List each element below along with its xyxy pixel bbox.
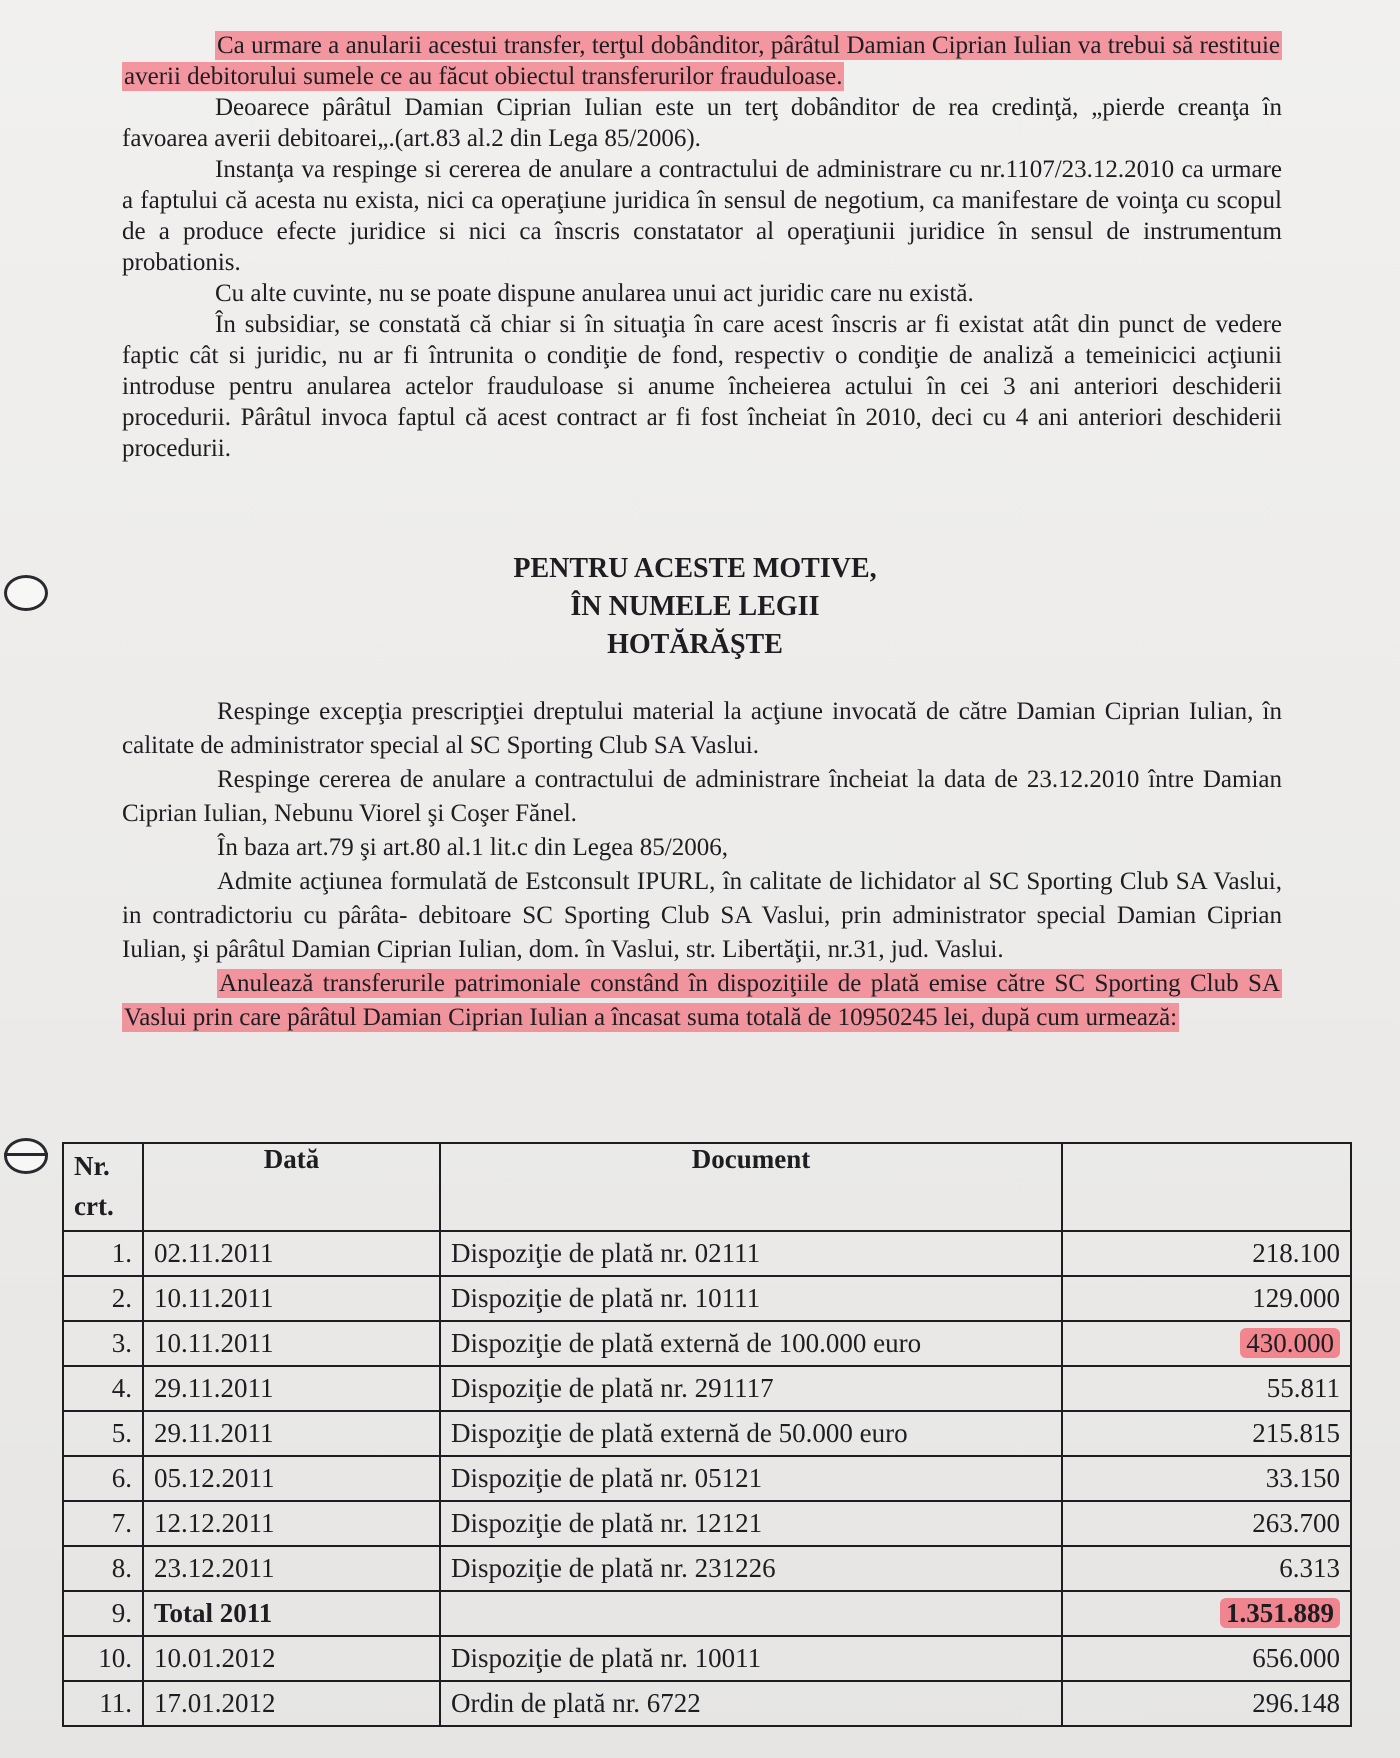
table-row bbox=[63, 1321, 1351, 1366]
table-row bbox=[63, 1231, 1351, 1276]
paragraph: Cu alte cuvinte, nu se poate dispune anularea unui act juridic care nu există. bbox=[215, 280, 974, 307]
row-date: 23.12.2011 bbox=[143, 1546, 440, 1591]
row-number: 4. bbox=[63, 1366, 143, 1411]
row-document: Dispoziţie de plată nr. 10011 bbox=[440, 1636, 1062, 1681]
table-row bbox=[63, 1681, 1351, 1726]
ruling-paragraph: În baza art.79 şi art.80 al.1 lit.c din Legea 85/2006, bbox=[217, 834, 728, 861]
table-row bbox=[63, 1411, 1351, 1456]
table-row bbox=[63, 1456, 1351, 1501]
ruling-paragraph: Respinge cererea de anulare a contractului de administrare încheiat la data de 23.12.2010 între Damian Ciprian Iulian, Nebunu Viorel şi Coşer Fănel. bbox=[122, 766, 1282, 827]
row-sum bbox=[1062, 1321, 1351, 1366]
column-header-date: Dată bbox=[143, 1143, 440, 1231]
row-number: 2. bbox=[63, 1276, 143, 1321]
highlighted-total: 1.351.889 bbox=[1220, 1598, 1340, 1628]
row-sum bbox=[1062, 1591, 1351, 1636]
row-number: 6. bbox=[63, 1456, 143, 1501]
row-date: 17.01.2012 bbox=[143, 1681, 440, 1726]
row-number: 1. bbox=[63, 1231, 143, 1276]
highlighted-text: Ca urmare a anularii acestui transfer, terţul dobânditor, pârâtul Damian Ciprian Iulian va trebui să restituie averii debitorului sumele ce au făcut obiectul transferurilor frauduloase. bbox=[124, 32, 1280, 90]
row-date: 10.11.2011 bbox=[143, 1276, 440, 1321]
table-row bbox=[63, 1546, 1351, 1591]
row-date: 29.11.2011 bbox=[143, 1366, 440, 1411]
punch-hole-icon bbox=[4, 1138, 48, 1174]
paragraph: În subsidiar, se constată că chiar si în situaţia în care acest înscris ar fi existat atât din punct de vedere faptic cât si juridic, nu ar fi întrunita o condiţie de fond, respectiv o condiţie de analiză a temeinicici acţiunii introduse pentru anularea actelor frauduloase si anume încheierea actului în cei 3 ani anteriori deschiderii procedurii. Pârâtul invoca faptul că acest contract ar fi fost încheiat în 2010, deci cu 4 ani anteriori deschiderii procedurii. bbox=[122, 311, 1282, 462]
table-row bbox=[63, 1636, 1351, 1681]
heading-line: ÎN NUMELE LEGII bbox=[570, 591, 820, 622]
row-document: Dispoziţie de plată nr. 291117 bbox=[440, 1366, 1062, 1411]
row-number: 3. bbox=[63, 1321, 143, 1366]
column-header-sum bbox=[1062, 1143, 1351, 1231]
row-document: Dispoziţie de plată nr. 02111 bbox=[440, 1231, 1062, 1276]
punch-hole-icon bbox=[4, 575, 48, 611]
row-sum: 55.811 bbox=[1062, 1366, 1351, 1411]
table-row-total bbox=[63, 1591, 1351, 1636]
ruling-paragraph: Admite acţiunea formulată de Estconsult IPURL, în calitate de lichidator al SC Sporting Club SA Vaslui, in contradictoriu cu pârâta- debitoare SC Sporting Club SA Vaslui, prin administrator special Damian Ciprian Iulian, şi pârâtul Damian Ciprian Iulian, dom. în Vaslui, str. Libertăţii, nr.31, jud. Vaslui. bbox=[122, 868, 1282, 963]
row-number: 7. bbox=[63, 1501, 143, 1546]
reasoning-section bbox=[122, 30, 1282, 464]
row-sum: 263.700 bbox=[1062, 1501, 1351, 1546]
paragraph bbox=[122, 30, 1282, 92]
row-document: Ordin de plată nr. 6722 bbox=[440, 1681, 1062, 1726]
row-sum: 215.815 bbox=[1062, 1411, 1351, 1456]
payments-table bbox=[62, 1142, 1352, 1727]
row-document: Dispoziţie de plată nr. 12121 bbox=[440, 1501, 1062, 1546]
row-number: 11. bbox=[63, 1681, 143, 1726]
ruling-heading bbox=[300, 550, 1090, 664]
column-header-document: Document bbox=[440, 1143, 1062, 1231]
row-date: 05.12.2011 bbox=[143, 1456, 440, 1501]
ruling-paragraph: Respinge excepţia prescripţiei dreptului material la acţiune invocată de către Damian Ciprian Iulian, în calitate de administrator special al SC Sporting Club SA Vaslui. bbox=[122, 698, 1282, 759]
row-number: 10. bbox=[63, 1636, 143, 1681]
row-document: Dispoziţie de plată nr. 10111 bbox=[440, 1276, 1062, 1321]
row-document bbox=[440, 1591, 1062, 1636]
row-sum: 129.000 bbox=[1062, 1276, 1351, 1321]
paragraph: Deoarece pârâtul Damian Ciprian Iulian este un terţ dobânditor de rea credinţă, „pierde creanţa în favoarea averii debitoarei„.(art.83 al.2 din Lega 85/2006). bbox=[122, 94, 1282, 152]
row-date: 10.01.2012 bbox=[143, 1636, 440, 1681]
table-row bbox=[63, 1501, 1351, 1546]
row-document: Dispoziţie de plată nr. 05121 bbox=[440, 1456, 1062, 1501]
row-document: Dispoziţie de plată externă de 100.000 euro bbox=[440, 1321, 1062, 1366]
row-date: 29.11.2011 bbox=[143, 1411, 440, 1456]
row-number: 9. bbox=[63, 1591, 143, 1636]
row-document: Dispoziţie de plată nr. 231226 bbox=[440, 1546, 1062, 1591]
heading-line: HOTĂRĂŞTE bbox=[607, 629, 783, 660]
row-sum: 218.100 bbox=[1062, 1231, 1351, 1276]
highlighted-text: Anulează transferurile patrimoniale constând în dispoziţiile de plată emise către SC Sporting Club SA Vaslui prin care pârâtul Damian Ciprian Iulian a încasat suma totală de 10950245 lei, după cum urmează: bbox=[124, 970, 1280, 1031]
row-date: 12.12.2011 bbox=[143, 1501, 440, 1546]
row-sum: 656.000 bbox=[1062, 1636, 1351, 1681]
ruling-section bbox=[122, 695, 1282, 1035]
row-number: 5. bbox=[63, 1411, 143, 1456]
paragraph: Instanţa va respinge si cererea de anulare a contractului de administrare cu nr.1107/23.12.2010 ca urmare a faptului că acesta nu exista, nici ca operaţiune juridica în sensul de negotium, ca manifestare de voinţa cu scopul de a produce efecte juridice si nici ca înscris constatator al operaţiunii juridice în sensul de instrumentum probationis. bbox=[122, 156, 1282, 276]
row-date: 10.11.2011 bbox=[143, 1321, 440, 1366]
row-sum: 33.150 bbox=[1062, 1456, 1351, 1501]
highlighted-sum: 430.000 bbox=[1240, 1328, 1340, 1358]
row-sum: 296.148 bbox=[1062, 1681, 1351, 1726]
row-number: 8. bbox=[63, 1546, 143, 1591]
ruling-paragraph bbox=[122, 967, 1282, 1035]
row-date: 02.11.2011 bbox=[143, 1231, 440, 1276]
row-total-label: Total 2011 bbox=[143, 1591, 440, 1636]
table-header-row bbox=[63, 1143, 1351, 1231]
row-sum: 6.313 bbox=[1062, 1546, 1351, 1591]
row-document: Dispoziţie de plată externă de 50.000 euro bbox=[440, 1411, 1062, 1456]
table-row bbox=[63, 1366, 1351, 1411]
column-header-nr: Nr. crt. bbox=[63, 1143, 143, 1231]
heading-line: PENTRU ACESTE MOTIVE, bbox=[513, 553, 877, 584]
table-row bbox=[63, 1276, 1351, 1321]
